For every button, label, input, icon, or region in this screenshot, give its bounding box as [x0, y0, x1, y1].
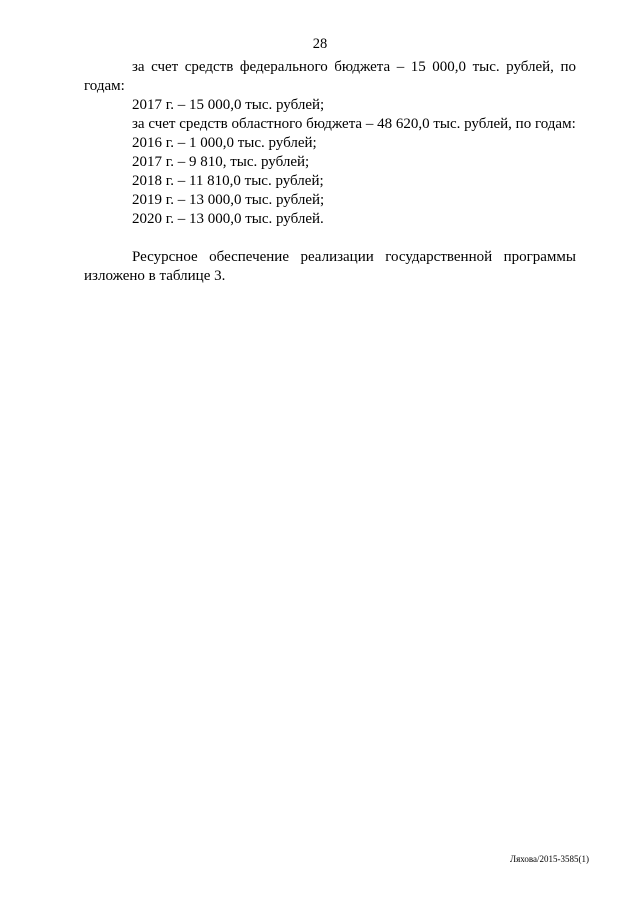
- federal-budget-2017-line: 2017 г. – 15 000,0 тыс. рублей;: [132, 97, 325, 113]
- federal-budget-paragraph: за счет средств федерального бюджета – 15 000,0 тыс. рублей, по годам:: [84, 59, 576, 94]
- regional-budget-2019-line: 2019 г. – 13 000,0 тыс. рублей;: [132, 192, 325, 208]
- regional-budget-2017-line: 2017 г. – 9 810, тыс. рублей;: [132, 154, 310, 170]
- document-code: Ляхова/2015-3585(1): [509, 854, 589, 864]
- regional-budget-intro-line: за счет средств областного бюджета – 48 620,0 тыс. рублей, по годам:: [132, 116, 576, 132]
- paragraph-spacer: [84, 229, 576, 248]
- regional-budget-2018-line: 2018 г. – 11 810,0 тыс. рублей;: [132, 173, 324, 189]
- document-body: [84, 58, 576, 286]
- page-number: 28: [312, 36, 328, 52]
- resource-provision-paragraph: Ресурсное обеспечение реализации государственной программы изложено в таблице 3.: [84, 249, 576, 284]
- regional-budget-2016-line: 2016 г. – 1 000,0 тыс. рублей;: [132, 135, 317, 151]
- regional-budget-2020-line: 2020 г. – 13 000,0 тыс. рублей.: [132, 211, 324, 227]
